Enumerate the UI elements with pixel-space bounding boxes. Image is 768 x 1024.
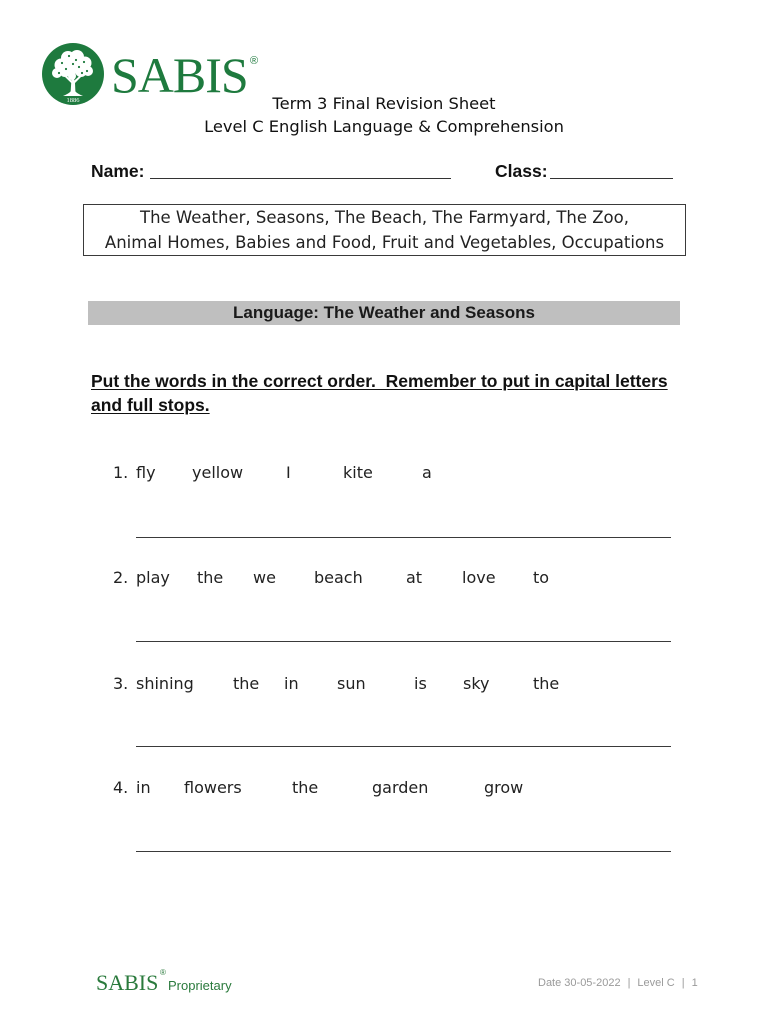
topics-box — [83, 204, 686, 256]
answer-line — [136, 746, 671, 747]
scrambled-word: the — [233, 674, 260, 693]
logo-year: 1886 — [66, 97, 80, 104]
footer-registered-mark: ® — [160, 968, 166, 977]
answer-line — [136, 851, 671, 852]
scrambled-word: we — [253, 568, 276, 587]
scrambled-word: fly — [136, 463, 156, 482]
scrambled-word: the — [533, 674, 560, 693]
exercise-number: 4. — [113, 778, 129, 797]
scrambled-word: in — [136, 778, 151, 797]
scrambled-word: kite — [343, 463, 373, 482]
scrambled-word: I — [286, 463, 291, 482]
scrambled-word: to — [533, 568, 550, 587]
class-label: Class: — [495, 161, 548, 181]
section-header-bar — [88, 301, 680, 325]
instruction-text: Put the words in the correct order. Remember to put in capital letters — [91, 371, 668, 391]
answer-line — [136, 641, 671, 642]
scrambled-word: garden — [372, 778, 429, 797]
scrambled-word: a — [422, 463, 432, 482]
scrambled-word: grow — [484, 778, 524, 797]
scrambled-word: at — [406, 568, 423, 587]
exercise-item — [0, 463, 768, 483]
footer-date: Date 30-05-2022 — [538, 977, 621, 989]
sheet-title: Term 3 Final Revision Sheet — [272, 94, 496, 113]
scrambled-word: yellow — [192, 463, 244, 482]
sheet-subtitle: Level C English Language & Comprehension — [204, 117, 564, 136]
scrambled-word: beach — [314, 568, 363, 587]
footer-separator: | — [627, 977, 631, 989]
exercise-number: 3. — [113, 674, 129, 693]
sabis-logo-wordmark: SABIS — [111, 47, 248, 103]
footer-proprietary-label: Proprietary — [168, 978, 232, 993]
topics-line: The Weather, Seasons, The Beach, The Farmyard, The Zoo, — [140, 208, 629, 227]
scrambled-word: the — [292, 778, 319, 797]
footer-separator: | — [681, 977, 685, 989]
scrambled-word: flowers — [184, 778, 242, 797]
exercise-item — [0, 568, 768, 588]
scrambled-word: sky — [463, 674, 490, 693]
topics-line: Animal Homes, Babies and Food, Fruit and Vegetables, Occupations — [104, 233, 665, 252]
exercise-number: 1. — [113, 463, 129, 482]
scrambled-word: in — [284, 674, 299, 693]
instruction-text: and full stops. — [91, 395, 210, 415]
footer-meta — [538, 976, 698, 990]
footer-page-number: 1 — [691, 977, 698, 989]
class-blank-line — [550, 178, 673, 179]
footer-level: Level C — [637, 977, 675, 989]
scrambled-word: shining — [136, 674, 194, 693]
scrambled-word: is — [414, 674, 427, 693]
section-title: Language: The Weather and Seasons — [233, 303, 535, 322]
name-blank-line — [150, 178, 451, 179]
exercise-number: 2. — [113, 568, 129, 587]
scrambled-word: sun — [337, 674, 366, 693]
logo-registered-mark: ® — [250, 55, 259, 67]
footer-brand: SABIS — [96, 970, 159, 995]
answer-line — [136, 537, 671, 538]
name-label: Name: — [91, 161, 145, 181]
scrambled-word: the — [197, 568, 224, 587]
exercise-item — [0, 778, 768, 798]
scrambled-word: love — [462, 568, 496, 587]
scrambled-word: play — [136, 568, 170, 587]
exercise-item — [0, 674, 768, 694]
